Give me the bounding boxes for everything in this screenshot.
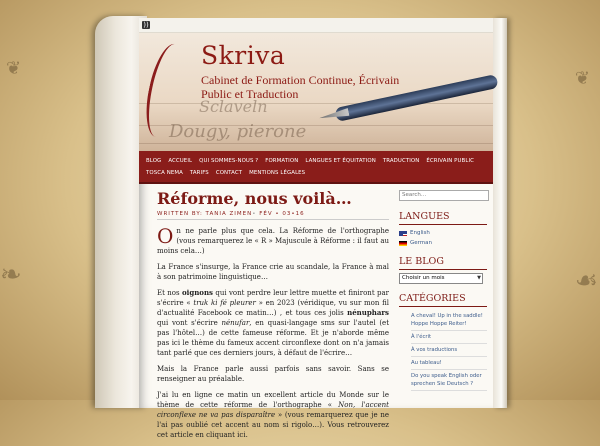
post-paragraph: J'ai lu en ligne ce matin un excellent article du Monde sur le thème de cette réforme de l'orthographe « Non, l'accent circonflexe ne va pas disparaître » (vous remarquerez que je ne l'ai pas oublié cet accent au nom si rigolo…). Vous retrouverez cet article en cliquant ici.: [157, 391, 389, 439]
post-paragraph: La France s'insurge, la France crie au scandale, la France à mal à son patrimoine linguistique…: [157, 263, 389, 281]
ornament-swirl: ☙: [574, 266, 598, 296]
site-header: [139, 33, 493, 151]
post-paragraph: Et nos oignons qui vont perdre leur lettre muette et finiront par s'écrire « truk ki fé pleurer » en 2023 (véridique, vu sur mon fil d'actualité Facebook ce matin…) , et tous ces jolis nénuphars qui vont s'écrire nénufar, en quasi-langage sms sur l'autel (et pas l'hôtel…) de cette fameuse réforme. Et je n'aborde même pas ici le thème du fameux accent circonflexe dont on n'a jamais tant parlé que ces derniers jours, à défaut de l'écrire…: [157, 288, 390, 357]
nav-item-qui-sommes-nous[interactable]: QUI SOMMES-NOUS ?: [199, 158, 259, 164]
header-script: Dougy, pierone: [169, 121, 307, 142]
ornament-swirl: ❧: [0, 260, 22, 290]
ornament-swirl: ❦: [574, 68, 590, 89]
category-item[interactable]: À vos traductions: [411, 344, 487, 357]
nav-item-accueil[interactable]: ACCUEIL: [168, 158, 193, 164]
category-item[interactable]: A cheval! Up in the saddle! Hoppe Hoppe Reiter!: [411, 310, 487, 331]
nav-item-blog[interactable]: BLOG: [146, 158, 162, 164]
languages-title: LANGUES: [399, 211, 487, 225]
nav-item-langues[interactable]: LANGUES ET ÉQUITATION: [305, 158, 376, 164]
top-bar: [139, 18, 493, 33]
month-select[interactable]: Choisir un mois ▼: [399, 273, 483, 284]
rss-icon[interactable]: )): [143, 21, 149, 29]
drop-cap: O: [157, 224, 174, 248]
post-paragraph: Mais la France parle aussi parfois sans savoir. Sans se renseigner au préalable.: [157, 365, 389, 383]
book-frame: [95, 8, 507, 439]
main-nav: [139, 151, 493, 184]
nav-item-tarifs[interactable]: TARIFS: [189, 170, 209, 176]
search-input[interactable]: Search…: [399, 190, 489, 201]
site-description: Cabinet de Formation Continue, Écrivain Public et Traduction: [201, 73, 400, 101]
nav-item-traduction[interactable]: TRADUCTION: [382, 158, 420, 164]
byline-date: FÉV • 03•16: [259, 211, 305, 217]
ornament-swirl: ❦: [6, 58, 22, 79]
post-title[interactable]: Réforme, nous voilà…: [157, 189, 352, 208]
byline-author[interactable]: TANIA ZIMEN: [205, 211, 253, 217]
chevron-down-icon: ▼: [477, 275, 481, 281]
content-area: [139, 184, 493, 446]
site-title[interactable]: Skriva: [201, 41, 286, 70]
post-article: [157, 190, 399, 446]
nav-item-mentions-legales[interactable]: MENTIONS LÉGALES: [249, 170, 306, 176]
category-item[interactable]: Do you speak English oder sprechen Sie Deutsch ?: [411, 370, 487, 391]
post-byline: [157, 211, 389, 220]
byline-prefix: WRITTEN BY:: [157, 211, 203, 217]
category-list: [399, 310, 487, 391]
category-item[interactable]: Au tableau!: [411, 357, 487, 370]
category-item[interactable]: À l'écrit: [411, 331, 487, 344]
page: [139, 18, 493, 439]
nav-item-tosca-nema[interactable]: TOSCA NEMA: [146, 170, 183, 176]
german-flag-icon: [399, 241, 407, 246]
nav-item-ecrivain-public[interactable]: ÉCRIVAIN PUBLIC: [426, 158, 475, 164]
blog-title: LE BLOG: [399, 256, 487, 270]
nav-item-contact[interactable]: CONTACT: [215, 170, 243, 176]
language-german[interactable]: German: [399, 238, 487, 248]
uk-flag-icon: [399, 231, 407, 236]
post-paragraph: On ne parle plus que cela. La Réforme de l'orthographe (vous remarquerez le « R » Majuscule à Réforme : il faut au moins cela…): [157, 224, 389, 255]
header-script: Sclaveln: [199, 97, 268, 116]
nav-item-formation[interactable]: FORMATION: [265, 158, 299, 164]
byline-separator: •: [252, 211, 257, 217]
categories-title: CATÉGORIES: [399, 293, 487, 307]
language-english[interactable]: English: [399, 228, 487, 238]
sidebar: [399, 190, 487, 446]
